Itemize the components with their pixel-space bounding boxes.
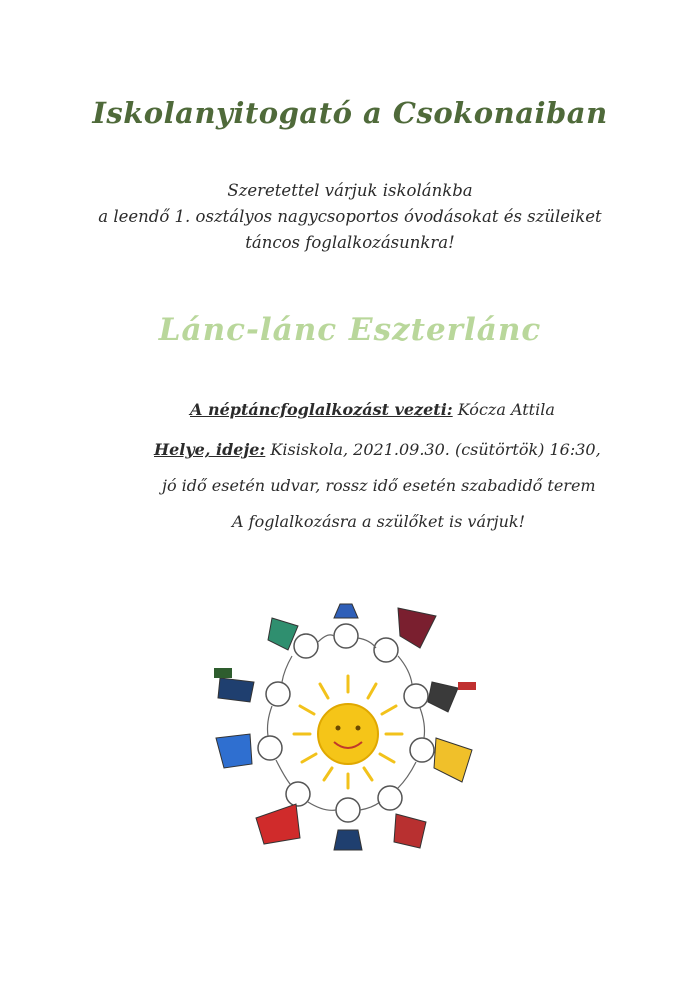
- intro-line: a leendő 1. osztályos nagycsoportos óvodásokat és szüleiket: [98, 207, 602, 226]
- place-line: [154, 440, 601, 459]
- child-figure-icon: [334, 604, 358, 648]
- child-figure-icon: [216, 734, 282, 768]
- event-subtitle: Lánc-lánc Eszterlánc: [158, 312, 542, 348]
- parents-note: A foglalkozásra a szülőket is várjuk!: [232, 512, 526, 531]
- child-figure-icon: [268, 618, 318, 658]
- page-title: Iskolanyitogató a Csokonaiban: [92, 96, 608, 130]
- child-figure-icon: [214, 668, 290, 706]
- child-figure-icon: [404, 682, 476, 712]
- weather-note: jó idő esetén udvar, rossz idő esetén szabadidő terem: [162, 476, 596, 495]
- child-figure-icon: [374, 608, 436, 662]
- intro-line: Szeretettel várjuk iskolánkba: [227, 181, 473, 200]
- child-figure-icon: [378, 786, 426, 848]
- children-circle-illustration: [200, 598, 500, 858]
- leader-label: A néptáncfoglalkozást vezeti:: [190, 400, 453, 419]
- child-figure-icon: [334, 798, 362, 850]
- leader-line: [190, 400, 555, 419]
- invitation-text: [0, 178, 700, 256]
- intro-line: táncos foglalkozásunkra!: [245, 233, 455, 252]
- place-label: Helye, ideje:: [154, 440, 266, 459]
- child-figure-icon: [410, 738, 472, 782]
- leader-value: Kócza Attila: [457, 400, 555, 419]
- sun-icon: [318, 704, 378, 764]
- child-figure-icon: [256, 782, 310, 844]
- place-value: Kisiskola, 2021.09.30. (csütörtök) 16:30,: [270, 440, 601, 459]
